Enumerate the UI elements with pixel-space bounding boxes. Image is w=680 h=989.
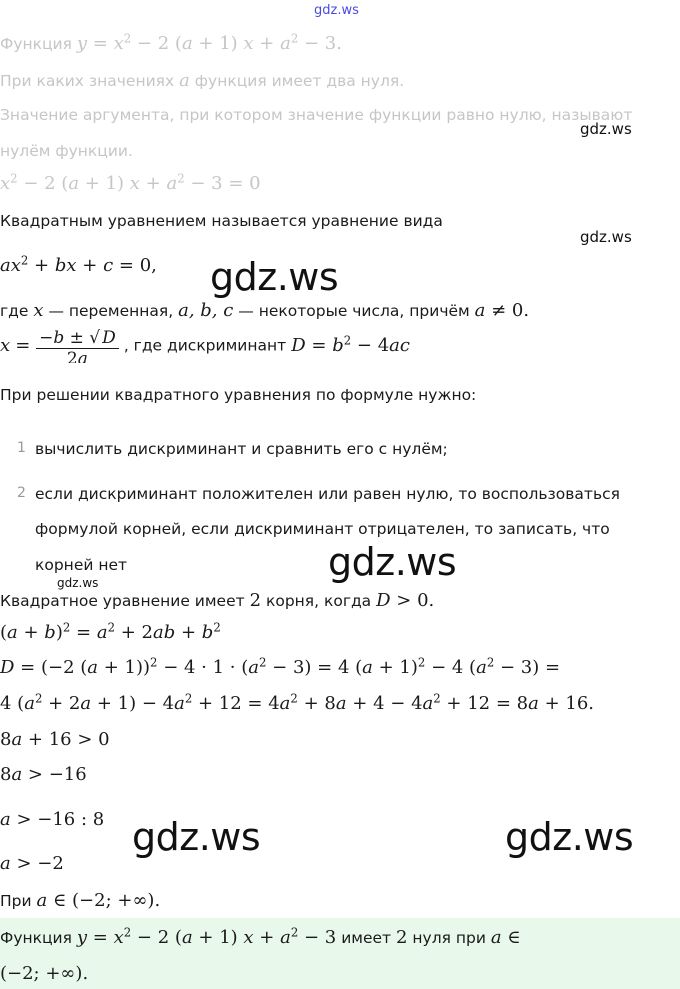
task-question-var: a	[179, 70, 190, 91]
discriminant-calc-2: 4 $(a^2 + 2a + 1) - 4a^2 + 12 = 4a^2 + 8a + 4 - 4a^2 + 12 = 8a + 16$.	[0, 691, 595, 714]
discriminant-formula: $D = b^2 - 4ac$	[291, 333, 410, 356]
two-number: 2	[249, 590, 262, 611]
watermark-tiny: gdz.ws	[57, 576, 99, 590]
variable-description	[0, 300, 529, 321]
root-formula: x = $\frac{-b \pm √ D}{2a}$ , где дискриминант $D = b^2 - 4ac$	[0, 328, 410, 363]
general-form: $ax^2$ + bx + c = 0,	[0, 253, 157, 276]
two-roots-mid: корня, когда	[265, 592, 372, 610]
variable-text: — переменная,	[48, 302, 174, 320]
inequality-4: a > −2	[0, 853, 64, 874]
answer-mid: имеет	[341, 929, 392, 947]
watermark-small-1: gdz.ws	[580, 120, 632, 138]
inequality-2: 8a > −16	[0, 764, 87, 785]
numbers-text: — некоторые числа, причём	[238, 302, 470, 320]
discriminant-text: , где дискриминант	[123, 336, 287, 355]
answer-line1	[0, 927, 521, 948]
step-2-line1: если дискриминант положителен или равен нулю, то воспользоваться	[35, 485, 620, 503]
var-x: x	[33, 300, 44, 321]
step-1-text: вычислить дискриминант и сравнить его с нулём;	[35, 440, 448, 458]
answer-mid2: нуля при	[412, 929, 486, 947]
task-equation: $x^2 - 2$ (a + 1) $x + a^2 - 3 = 0$	[0, 171, 261, 194]
watermark-big-4: gdz.ws	[505, 815, 634, 859]
task-function-formula: $y = x^2 - 2$ (a + 1) $x + a^2 - 3$.	[76, 31, 342, 54]
task-definition-line2: нулём функции.	[0, 142, 133, 160]
watermark-big-1: gdz.ws	[210, 255, 339, 299]
task-function-line	[0, 33, 342, 54]
conclusion-interval: a ∈ (−2; +∞).	[36, 890, 161, 911]
conclusion-prefix: При	[0, 892, 32, 910]
answer-formula: $y = x^2 - 2$ (a + 1) $x + a^2 - 3$	[76, 925, 337, 948]
conclusion	[0, 890, 160, 911]
steps-intro: При решении квадратного уравнения по формуле нужно:	[0, 386, 477, 404]
two-roots-text: Квадратное уравнение имеет	[0, 592, 245, 610]
two-roots-condition	[0, 590, 434, 611]
inequality-3: a > −16 : 8	[0, 809, 105, 830]
task-definition-line1: Значение аргумента, при котором значение функции равно нулю, называют	[0, 106, 633, 124]
task-question	[0, 70, 404, 91]
step-2-line2: формулой корней, если дискриминант отрицателен, то записать, что	[35, 520, 610, 538]
answer-interval: (−2; +∞).	[0, 963, 89, 984]
task-function-word: Функция	[0, 35, 72, 53]
task-question-text: При каких значениях	[0, 72, 175, 90]
a-not-zero: a ≠ 0.	[474, 300, 530, 321]
answer-a-in: a ∈	[490, 927, 521, 948]
coefficients: a, b, c	[178, 300, 234, 321]
square-identity: $(a + b)^2 = a^2 + 2ab + b^2$	[0, 620, 221, 643]
discriminant-calc-1: D = (−2 $(a + 1))^2 - 4 \cdot 1 \cdot (a^2 - 3) = 4$ $(a + 1)^2 - 4$ $(a^2 - 3)$ =	[0, 655, 561, 678]
watermark-top: gdz.ws	[314, 3, 359, 18]
answer-prefix: Функция	[0, 929, 72, 947]
answer-two: 2	[396, 927, 408, 948]
task-question-end: функция имеет два нуля.	[194, 72, 405, 90]
root-fraction: $\frac{-b \pm √ D}{2a}$	[36, 328, 119, 363]
step-1-number: 1	[17, 440, 26, 456]
quadratic-definition: Квадратным уравнением называется уравнение вида	[0, 212, 443, 230]
watermark-big-2: gdz.ws	[328, 540, 457, 584]
step-2-number: 2	[17, 485, 26, 501]
d-positive: D > 0.	[376, 590, 435, 611]
step-2-line3: корней нет	[35, 556, 128, 574]
where-word: где	[0, 302, 29, 320]
inequality-1: 8a + 16 > 0	[0, 729, 110, 750]
watermark-big-3: gdz.ws	[132, 815, 261, 859]
watermark-small-2: gdz.ws	[580, 228, 632, 246]
